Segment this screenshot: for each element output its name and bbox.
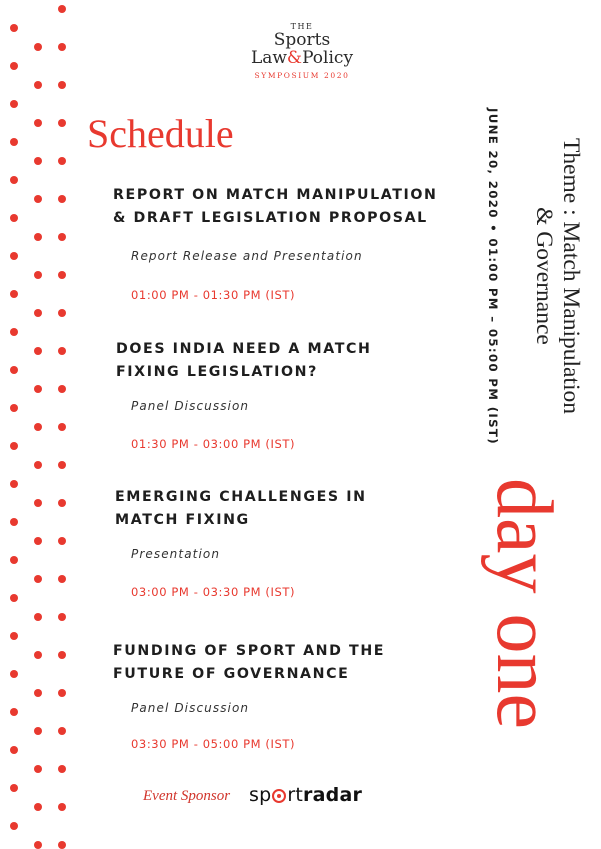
- session-title-line: FUTURE OF GOVERNANCE: [113, 666, 350, 682]
- border-dot: [10, 214, 18, 222]
- session-title-line: FIXING LEGISLATION?: [116, 364, 318, 380]
- sportradar-logo: [249, 784, 362, 806]
- border-dot: [58, 461, 66, 469]
- schedule-item: [113, 338, 468, 451]
- border-dot: [10, 328, 18, 336]
- border-dot: [58, 689, 66, 697]
- day-label: day one: [480, 478, 568, 730]
- border-dot: [34, 43, 42, 51]
- logo-law: Law: [250, 48, 287, 68]
- border-dot: [10, 632, 18, 640]
- border-dot: [34, 841, 42, 849]
- border-dot: [34, 803, 42, 811]
- session-title-line: & DRAFT LEGISLATION PROPOSAL: [113, 210, 428, 226]
- border-dot: [58, 309, 66, 317]
- session-title: [116, 338, 468, 384]
- border-dot: [58, 727, 66, 735]
- dot-border: [0, 0, 80, 849]
- border-dot: [10, 784, 18, 792]
- border-dot: [10, 708, 18, 716]
- border-dot: [58, 385, 66, 393]
- target-icon: [272, 789, 286, 803]
- border-dot: [58, 5, 66, 13]
- border-dot: [58, 803, 66, 811]
- session-time: 03:30 PM - 05:00 PM (IST): [131, 737, 296, 751]
- border-dot: [58, 119, 66, 127]
- border-dot: [10, 594, 18, 602]
- theme-text: [530, 98, 584, 454]
- border-dot: [10, 290, 18, 298]
- border-dot: [34, 385, 42, 393]
- border-dot: [10, 556, 18, 564]
- border-dot: [58, 81, 66, 89]
- border-dot: [34, 537, 42, 545]
- schedule-item: [113, 486, 468, 599]
- border-dot: [58, 195, 66, 203]
- schedule-item: [113, 184, 468, 302]
- border-dot: [58, 43, 66, 51]
- border-dot: [34, 575, 42, 583]
- border-dot: [34, 271, 42, 279]
- theme-line: Theme : Match Manipulation: [558, 137, 584, 415]
- session-title-line: DOES INDIA NEED A MATCH: [116, 341, 372, 357]
- border-dot: [34, 765, 42, 773]
- border-dot: [58, 271, 66, 279]
- border-dot: [34, 423, 42, 431]
- border-dot: [34, 233, 42, 241]
- border-dot: [58, 347, 66, 355]
- border-dot: [34, 651, 42, 659]
- session-title-line: FUNDING OF SPORT AND THE: [113, 643, 386, 659]
- border-dot: [10, 252, 18, 260]
- border-dot: [58, 499, 66, 507]
- session-time: 01:00 PM - 01:30 PM (IST): [131, 288, 296, 302]
- schedule-item: [113, 640, 468, 751]
- border-dot: [10, 366, 18, 374]
- logo-sports: Sports: [273, 30, 331, 50]
- logo-symposium: SYMPOSIUM 2020: [254, 71, 350, 80]
- border-dot: [58, 423, 66, 431]
- theme-line: & Governance: [531, 207, 557, 345]
- logo-text: sp: [249, 784, 272, 806]
- border-dot: [34, 157, 42, 165]
- session-title-line: MATCH FIXING: [115, 512, 250, 528]
- event-date: JUNE 20, 2020 • 01:00 PM – 05:00 PM (IST): [486, 108, 500, 445]
- border-dot: [58, 575, 66, 583]
- border-dot: [34, 195, 42, 203]
- sponsor-label: Event Sponsor: [143, 788, 231, 804]
- logo-policy: Policy: [302, 48, 354, 68]
- session-title: [115, 486, 468, 532]
- page-title: Schedule: [87, 111, 234, 156]
- logo-law-policy: [232, 49, 372, 68]
- border-dot: [58, 841, 66, 849]
- border-dot: [58, 765, 66, 773]
- border-dot: [10, 62, 18, 70]
- session-time: 03:00 PM - 03:30 PM (IST): [131, 585, 296, 599]
- border-dot: [34, 347, 42, 355]
- logo-ampersand: &: [286, 48, 303, 68]
- logo-the: THE: [290, 22, 314, 31]
- session-type: Panel Discussion: [131, 399, 250, 413]
- border-dot: [34, 309, 42, 317]
- border-dot: [58, 613, 66, 621]
- border-dot: [10, 138, 18, 146]
- session-title: [113, 184, 468, 230]
- border-dot: [34, 613, 42, 621]
- border-dot: [34, 689, 42, 697]
- border-dot: [58, 233, 66, 241]
- border-dot: [10, 24, 18, 32]
- border-dot: [34, 461, 42, 469]
- border-dot: [58, 537, 66, 545]
- session-title-line: REPORT ON MATCH MANIPULATION: [113, 187, 438, 203]
- border-dot: [34, 119, 42, 127]
- border-dot: [10, 176, 18, 184]
- session-title-line: EMERGING CHALLENGES IN: [115, 489, 367, 505]
- border-dot: [34, 81, 42, 89]
- session-type: Presentation: [131, 547, 221, 561]
- session-type: Panel Discussion: [131, 701, 250, 715]
- border-dot: [10, 518, 18, 526]
- session-time: 01:30 PM - 03:00 PM (IST): [131, 437, 296, 451]
- border-dot: [10, 822, 18, 830]
- logo-text-bold: radar: [303, 784, 363, 806]
- border-dot: [34, 499, 42, 507]
- session-title: [113, 640, 468, 686]
- border-dot: [58, 157, 66, 165]
- border-dot: [34, 727, 42, 735]
- logo-text: rt: [287, 784, 304, 806]
- session-type: Report Release and Presentation: [131, 249, 363, 263]
- border-dot: [10, 670, 18, 678]
- border-dot: [10, 480, 18, 488]
- border-dot: [10, 100, 18, 108]
- border-dot: [58, 651, 66, 659]
- border-dot: [10, 442, 18, 450]
- border-dot: [10, 746, 18, 754]
- border-dot: [10, 404, 18, 412]
- symposium-logo: [232, 22, 372, 80]
